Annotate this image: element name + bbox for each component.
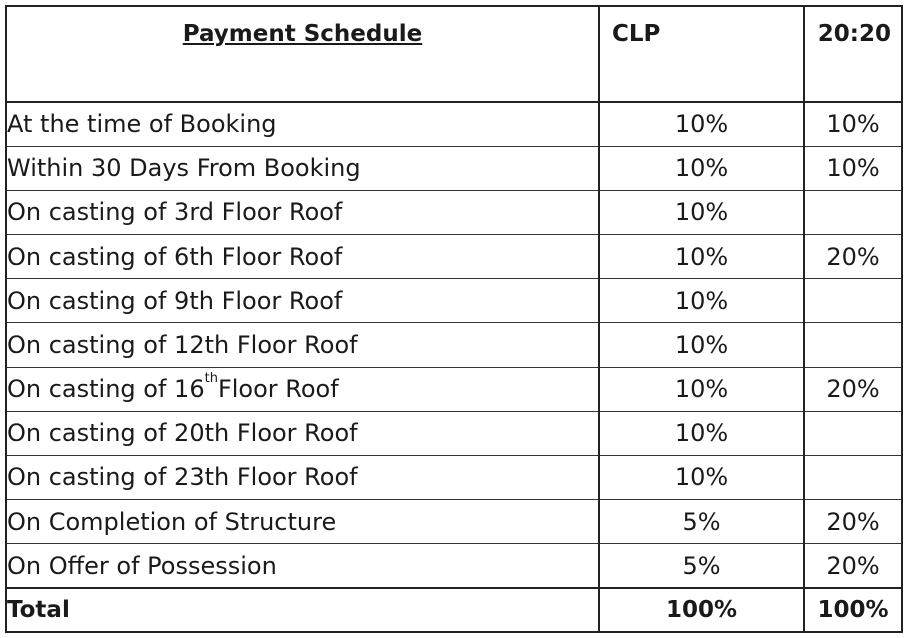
row-label-text: On casting of 23th Floor Roof bbox=[7, 463, 358, 492]
total-row bbox=[6, 588, 902, 632]
row-clp-value: 10% bbox=[599, 102, 804, 146]
table-row bbox=[6, 455, 902, 499]
row-label-ordinal: th bbox=[204, 371, 218, 387]
row-label bbox=[6, 500, 599, 544]
row-clp-value: 10% bbox=[599, 235, 804, 279]
table-row bbox=[6, 544, 902, 588]
schedule-body bbox=[6, 102, 902, 588]
table-row bbox=[6, 323, 902, 367]
row-2020-value bbox=[804, 411, 902, 455]
table-row bbox=[6, 500, 902, 544]
row-label bbox=[6, 102, 599, 146]
row-2020-value: 20% bbox=[804, 367, 902, 411]
row-2020-value bbox=[804, 190, 902, 234]
row-label bbox=[6, 279, 599, 323]
total-2020: 100% bbox=[804, 588, 902, 632]
table-row bbox=[6, 367, 902, 411]
table-row bbox=[6, 146, 902, 190]
row-2020-value: 20% bbox=[804, 544, 902, 588]
header-2020: 20:20 bbox=[804, 6, 902, 102]
row-2020-value bbox=[804, 323, 902, 367]
row-clp-value: 5% bbox=[599, 500, 804, 544]
table-row bbox=[6, 102, 902, 146]
row-label bbox=[6, 323, 599, 367]
row-clp-value: 10% bbox=[599, 323, 804, 367]
row-clp-value: 10% bbox=[599, 279, 804, 323]
row-clp-value: 10% bbox=[599, 455, 804, 499]
row-clp-value: 10% bbox=[599, 411, 804, 455]
table-row bbox=[6, 235, 902, 279]
row-label-text: On casting of 9th Floor Roof bbox=[7, 286, 343, 315]
row-clp-value: 10% bbox=[599, 146, 804, 190]
row-clp-value: 5% bbox=[599, 544, 804, 588]
header-clp: CLP bbox=[599, 6, 804, 102]
row-2020-value bbox=[804, 279, 902, 323]
row-label bbox=[6, 190, 599, 234]
header-row bbox=[6, 6, 902, 102]
row-label-text: On casting of 20th Floor Roof bbox=[7, 419, 358, 448]
payment-schedule-title: Payment Schedule bbox=[182, 21, 423, 47]
row-label-text: At the time of Booking bbox=[7, 110, 277, 139]
row-2020-value: 10% bbox=[804, 146, 902, 190]
row-label-text: On Offer of Possession bbox=[7, 551, 277, 580]
row-2020-value: 20% bbox=[804, 235, 902, 279]
row-label bbox=[6, 544, 599, 588]
row-label bbox=[6, 367, 599, 411]
payment-schedule-table bbox=[5, 5, 903, 633]
row-label-text: On casting of 6th Floor Roof bbox=[7, 242, 343, 271]
table-row bbox=[6, 190, 902, 234]
row-label bbox=[6, 146, 599, 190]
row-2020-value bbox=[804, 455, 902, 499]
row-label bbox=[6, 455, 599, 499]
header-payment-schedule bbox=[6, 6, 599, 102]
row-clp-value: 10% bbox=[599, 190, 804, 234]
row-2020-value: 20% bbox=[804, 500, 902, 544]
row-label-text: Within 30 Days From Booking bbox=[7, 154, 361, 183]
row-label-text: On casting of 16 bbox=[7, 375, 205, 404]
table-row bbox=[6, 279, 902, 323]
table-row bbox=[6, 411, 902, 455]
row-clp-value: 10% bbox=[599, 367, 804, 411]
row-label bbox=[6, 411, 599, 455]
row-label bbox=[6, 235, 599, 279]
total-clp: 100% bbox=[599, 588, 804, 632]
row-label-text: On casting of 12th Floor Roof bbox=[7, 330, 358, 359]
row-label-suffix: Floor Roof bbox=[217, 375, 339, 404]
total-label: Total bbox=[6, 588, 599, 632]
row-2020-value: 10% bbox=[804, 102, 902, 146]
row-label-text: On Completion of Structure bbox=[7, 507, 337, 536]
row-label-text: On casting of 3rd Floor Roof bbox=[7, 198, 343, 227]
